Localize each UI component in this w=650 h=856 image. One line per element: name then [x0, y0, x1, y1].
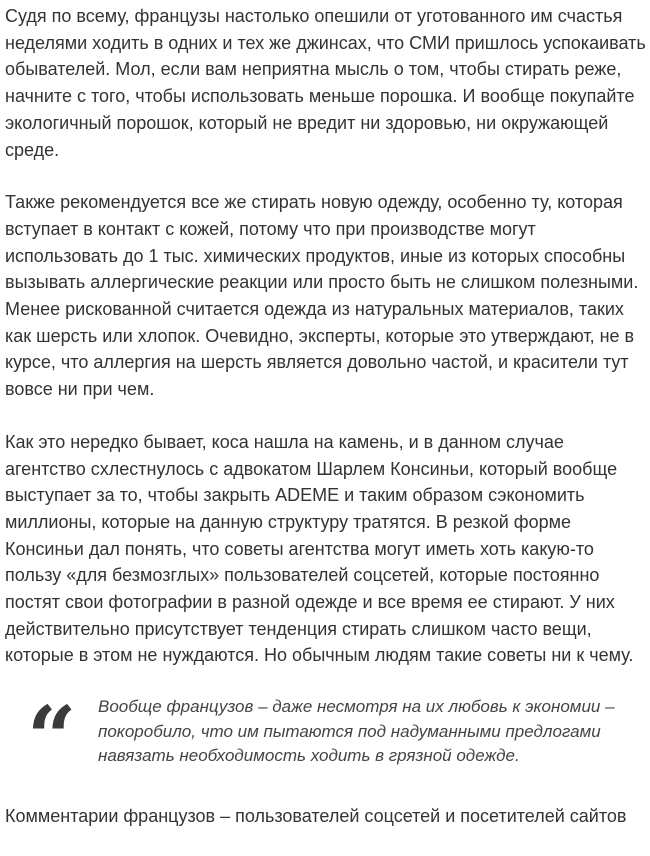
- article-paragraph-3: Как это нередко бывает, коса нашла на камень, и в данном случае агентство схлестнулось с адвокатом Шарлем Консиньи, который вообще выступает за то, чтобы закрыть ADEME и таким образом сэкономить миллионы, которые на данную структуру тратятся. В резкой форме Консиньи дал понять, что советы агентства могут иметь хоть какую-то пользу «для безмозглых» пользователей соцсетей, которые постоянно постят свои фотографии в разной одежде и все время ее стирают. У них действительно присутствует тенденция стирать слишком часто вещи, которые в этом не нуждаются. Но обычным людям такие советы ни к чему.: [5, 431, 634, 666]
- article-paragraph-2: Также рекомендуется все же стирать новую одежду, особенно ту, которая вступает в контакт с кожей, потому что при производстве могут использовать до 1 тыс. химических продуктов, иные из которых способны вызывать аллергические реакции или просто быть не слишком полезными. Менее рискованной считается одежда из натуральных материалов, таких как шерсть или хлопок. Очевидно, эксперты, которые это утверждают, не в курсе, что аллергия на шерсть является довольно частой, и красители тут вовсе ни при чем.: [5, 192, 639, 400]
- article-body: [5, 3, 647, 856]
- pull-quote: [5, 688, 647, 790]
- article-paragraph-1: Судя по всему, французы настолько опешили от уготованного им счастья неделями ходить в одних и тех же джинсах, что СМИ пришлось успокаивать обывателей. Мол, если вам неприятна мысль о том, чтобы стирать реже, начните с того, чтобы использовать меньше порошка. И вообще покупайте экологичный порошок, который не вредит ни здоровью, ни окружающей среде.: [5, 6, 646, 160]
- article-paragraph-4: Комментарии французов – пользователей соцсетей и посетителей сайтов: [5, 806, 627, 827]
- quote-mark-icon: “: [27, 688, 71, 790]
- pull-quote-text: Вообще французов – даже несмотря на их любовь к экономии – покоробило, что им пытаются под надуманными предлогами навязать необходимость ходить в грязной одежде.: [98, 697, 615, 766]
